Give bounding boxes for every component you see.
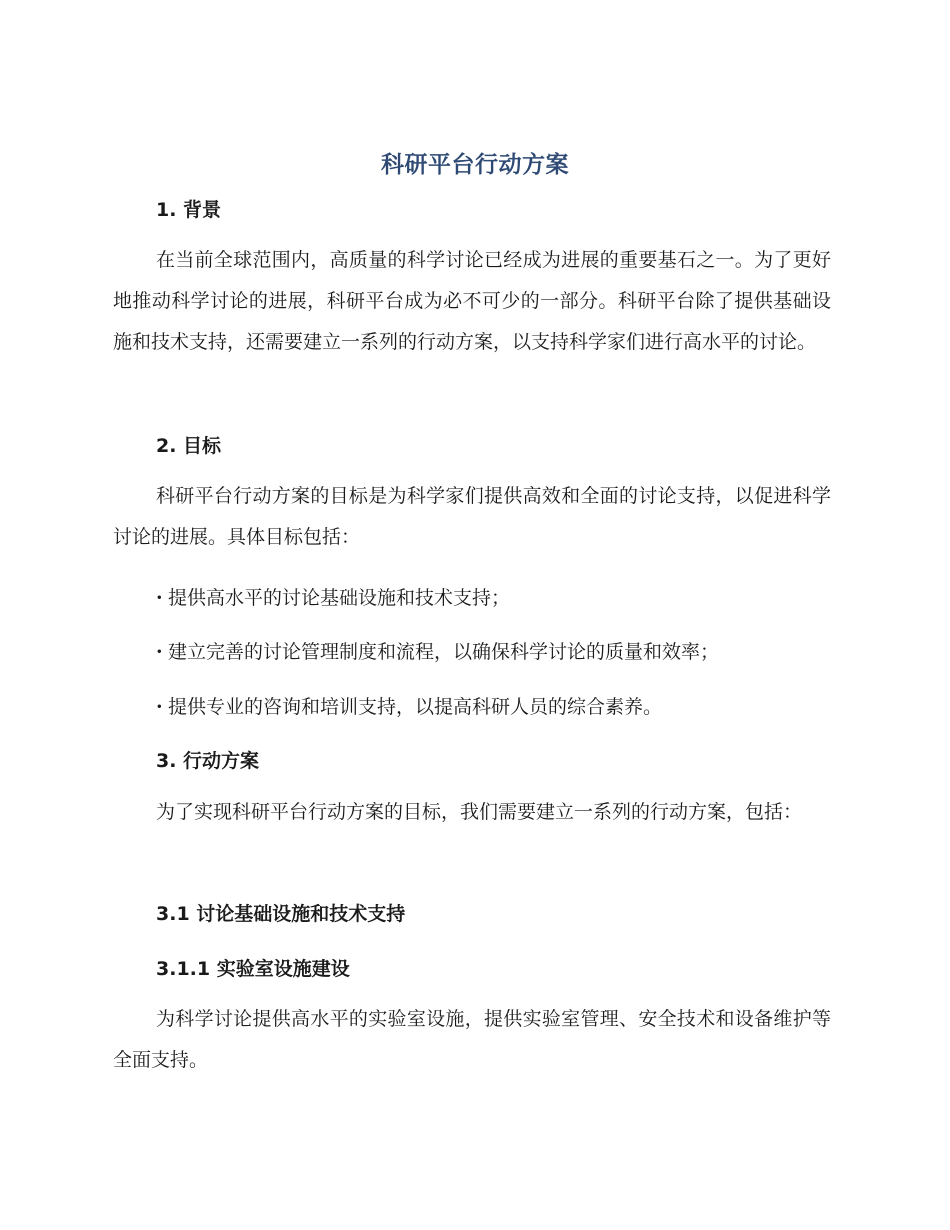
section-heading-background: 1. 背景 [156, 199, 222, 221]
paragraph-goals: 科研平台行动方案的目标是为科学家们提供高效和全面的讨论支持，以促进科学讨论的进展。具体目标包括： [113, 485, 831, 548]
list-item [156, 692, 662, 719]
section-heading-action-plan: 3. 行动方案 [156, 750, 260, 772]
paragraph-background: 在当前全球范围内，高质量的科学讨论已经成为进展的重要基石之一。为了更好地推动科学讨论的进展，科研平台成为必不可少的一部分。科研平台除了提供基础设施和技术支持，还需要建立一系列的行动方案，以支持科学家们进行高水平的讨论。 [113, 249, 831, 353]
list-item [156, 637, 719, 664]
document-title: 科研平台行动方案 [381, 152, 569, 178]
list-item-text: 提供专业的咨询和培训支持，以提高科研人员的综合素养。 [168, 696, 663, 718]
paragraph-action-plan: 为了实现科研平台行动方案的目标，我们需要建立一系列的行动方案，包括： [156, 801, 803, 823]
bullet-marker: · [156, 696, 163, 718]
list-item-text: 提供高水平的讨论基础设施和技术支持； [168, 587, 511, 609]
list-item [156, 583, 510, 610]
bullet-marker: · [156, 587, 163, 609]
paragraph-lab: 为科学讨论提供高水平的实验室设施，提供实验室管理、安全技术和设备维护等全面支持。 [113, 1008, 831, 1071]
subsection-heading-infrastructure: 3.1 讨论基础设施和技术支持 [156, 903, 406, 925]
subsubsection-heading-lab: 3.1.1 实验室设施建设 [156, 958, 350, 980]
section-heading-goals: 2. 目标 [156, 435, 222, 457]
list-item-text: 建立完善的讨论管理制度和流程，以确保科学讨论的质量和效率； [168, 641, 720, 663]
bullet-marker: · [156, 641, 163, 663]
